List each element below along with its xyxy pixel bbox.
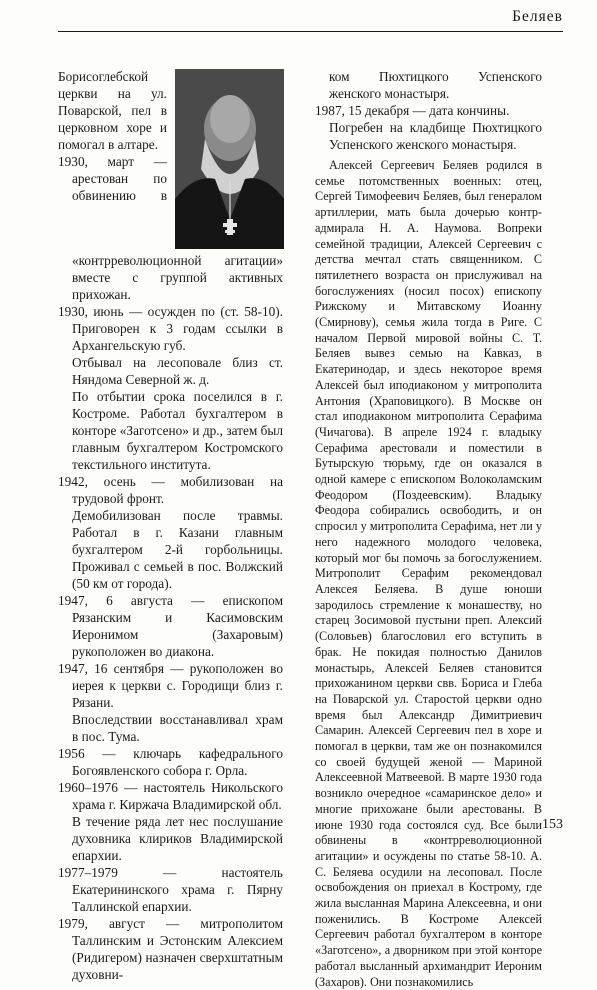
sub-paragraph-5: В течение ряда лет нес послушание духовника клириков Владимирской епархии. — [72, 814, 283, 863]
entry-1956: 1956 — ключарь кафедрального Богоявленского собора г. Орла. — [58, 746, 283, 778]
right-column — [315, 68, 542, 990]
portrait-drawing — [175, 69, 284, 249]
page-number: 153 — [542, 817, 563, 832]
burial-text: Погребен на кладбище Пюхтицкого Успенского женского монастыря. — [329, 120, 542, 152]
sub-paragraph-3: Демобилизован после травмы. Работал в г. Казани главным бухгалтером 2-й горбольницы. Проживал с семьей в пос. Волжский (50 км от города). — [72, 508, 283, 591]
entry-1947-sep: 1947, 16 сентября — рукоположен во иерея к церкви с. Городищи близ г. Рязани. — [58, 661, 283, 710]
entry-1977: 1977–1979 — настоятель Екатерининского храма г. Пярну Таллинской епархии. — [58, 865, 283, 914]
entry-1942: 1942, осень — мобилизован на трудовой фронт. — [58, 474, 283, 506]
portrait-photo — [175, 69, 284, 249]
running-header: Беляев — [512, 8, 563, 25]
entry-1987: 1987, 15 декабря — дата кончины. — [315, 103, 510, 118]
intro-text: Борисоглебской церкви на ул. Поварской, пел в церковном хоре и помогал в алтаре. — [58, 69, 167, 152]
left-column — [58, 68, 283, 983]
entry-1947-aug: 1947, 6 августа — епископом Рязанским и Касимовским Иеронимом (Захаровым) рукоположен во диакона. — [58, 593, 283, 659]
entry-1960: 1960–1976 — настоятель Никольского храма г. Киржача Владимирской обл. — [58, 780, 283, 812]
entry-1979: 1979, август — митрополитом Таллинским и Эстонским Алексием (Ридигером) назначен сверхштатным духовни- — [58, 916, 283, 982]
biography-body: Алексей Сергеевич Беляев родился в семье потомственных военных: отец, Сергей Тимофеевич Беляев, был генералом артиллерии, мать была дочерью контр-адмирала Н. А. Наумова. Вопреки семейной традиции, Алексей Сергеевич с детства мечтал стать священником. С пятилетнего возраста он прислуживал на богослужениях (носил посох) епископу Рижскому и Митавскому Иоанну (Смирнову), семья жила тогда в Риге. С началом Первой мировой войны С. Т. Беляев вывез семью на Кавказ, в Екатеринодар, и здесь некоторое время Алексей был иподиаконом у митрополита Антония (Храповицкого). В Москве он стал иподиаконом митрополита Серафима (Чичагова). В апреле 1924 г. владыку Серафима арестовали и поместили в Бутырскую тюрьму, где он оказался в одной камере с епископом Волоколамским Феодором (Поздеевским). Владыку Феодора собирались освободить, и он спросил у митрополита Серафима, нет ли у него надежного молодого человека, который мог бы помочь за богослужением. Митрополит Серафим рекомендовал Алексея Беляева. В душе юноши зародилось стремление к монашеству, но старец Зосимовой пустыни преп. Алексий (Соловьев) благословил его вступить в брак. Не покидая полностью Данилов монастырь, Алексей Беляев становится прихожанином церкви свв. Бориса и Глеба на Поварской ул. Старостой церкви одно время был Александр Димитриевич Самарин. Алексей Сергеевич пел в хоре и помогал в церкви, там же он познакомился со своей будущей женой — Мариной Алексеевной Матвеевой. В марте 1930 года возникло очередное «самаринское дело» и многие прихожане были арестованы. В июне 1930 года состоялся суд. Все были обвинены в «контрреволюционной агитации» и осуждены по статье 58-10. А. С. Беляева осудили на лесоповал. После освобождения он приехал в Кострому, где жила высланная Марина Алексеевна, и они поженились. В Костроме Алексей Сергеевич работал бухгалтером в конторе «Заготсено», а дворником при этой конторе работал высланный архимандрит Иероним (Захаров). Они познакомились — [315, 158, 542, 989]
sub-paragraph-2: По отбытии срока поселился в г. Костроме. Работал бухгалтером в конторе «Заготсено» и др., затем был главным бухгалтером Костромского текстильного института. — [72, 389, 283, 472]
continuation-text: ком Пюхтицкого Успенского женского монастыря. — [329, 69, 542, 101]
entry-1930-march: 1930, март — арестован по обвинению в «контрреволюционной агитации» вместе с группой активных прихожан. — [58, 154, 283, 302]
entry-1930-june: 1930, июнь — осужден по (ст. 58-10). Приговорен к 3 годам ссылки в Архангельскую губ. — [58, 304, 283, 353]
sub-paragraph-1: Отбывал на лесоповале близ ст. Няндома Северной ж. д. — [72, 355, 283, 387]
sub-paragraph-4: Впоследствии восстанавливал храм в пос. Тума. — [72, 712, 283, 744]
header-rule — [58, 31, 563, 32]
